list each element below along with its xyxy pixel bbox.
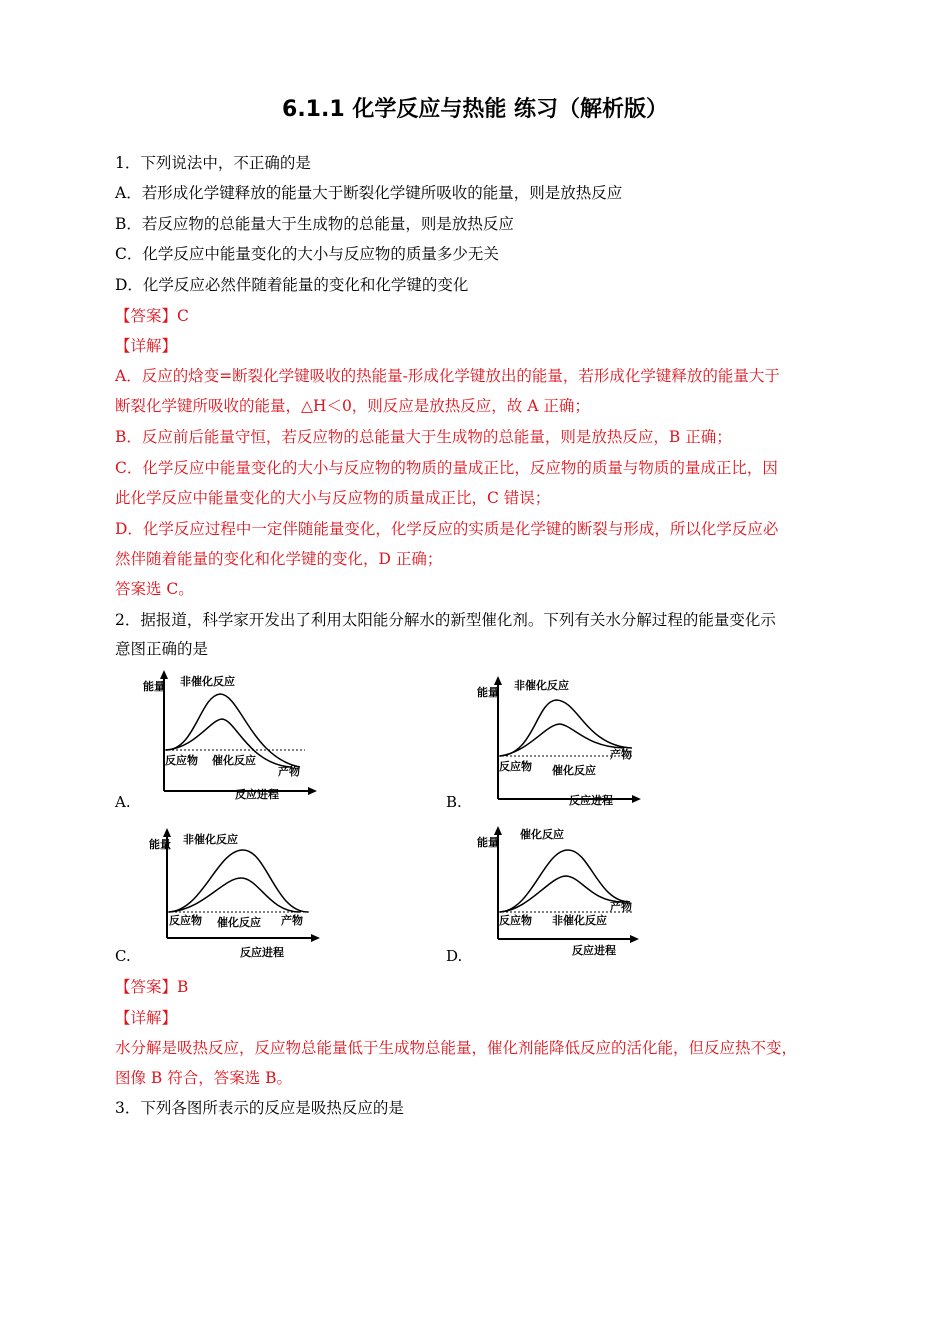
x-axis-label: 反应进程 (235, 788, 279, 801)
q1-detail-line: D．化学反应过程中一定伴随能量变化，化学反应的实质是化学键的断裂与形成，所以化学反应必 (115, 520, 779, 538)
q1-detail-line: 答案选 C。 (115, 580, 194, 598)
q1-answer: 【答案】C (115, 307, 189, 325)
reactant-label: 反应物 (499, 914, 532, 927)
option-a-label: A. (115, 793, 131, 811)
energy-diagram-b (474, 674, 644, 809)
catalyzed-label: 催化反应 (552, 764, 596, 777)
product-label: 产物 (610, 748, 632, 761)
reactant-label: 反应物 (169, 914, 202, 927)
product-label: 产物 (610, 900, 632, 913)
energy-diagram-d (474, 824, 644, 959)
energy-diagram-c (145, 826, 325, 961)
y-axis-label: 能量 (149, 838, 171, 851)
reactant-label: 反应物 (499, 760, 532, 773)
y-axis-label: 能量 (143, 680, 165, 693)
product-label: 产物 (278, 765, 300, 778)
option-c-label: C. (115, 947, 131, 965)
q1-stem: 1．下列说法中，不正确的是 (115, 154, 311, 172)
non-catalyzed-label: 非催化反应 (552, 914, 607, 927)
option-b-label: B. (446, 793, 462, 811)
q1-detail-line: B．反应前后能量守恒，若反应物的总能量大于生成物的总能量，则是放热反应，B 正确； (115, 428, 732, 446)
q2-stem: 意图正确的是 (115, 640, 209, 658)
q3-stem: 3．下列各图所表示的反应是吸热反应的是 (115, 1099, 404, 1117)
q1-option-d: D．化学反应必然伴随着能量的变化和化学键的变化 (115, 276, 469, 294)
y-axis-label: 能量 (477, 686, 499, 699)
q2-stem: 2．据报道，科学家开发出了利用太阳能分解水的新型催化剂。下列有关水分解过程的能量变化示 (115, 611, 776, 629)
q1-detail-line: 然伴随着能量的变化和化学键的变化，D 正确； (115, 550, 443, 568)
q1-detail-line: C．化学反应中能量变化的大小与反应物的物质的量成正比，反应物的质量与物质的量成正比，因 (115, 459, 778, 477)
catalyzed-label: 催化反应 (520, 828, 564, 841)
y-axis-label: 能量 (477, 836, 499, 849)
non-catalyzed-label: 非催化反应 (183, 833, 238, 846)
reactant-label: 反应物 (165, 754, 198, 767)
q2-answer: 【答案】B (115, 978, 189, 996)
q1-option-a: A．若形成化学键释放的能量大于断裂化学键所吸收的能量，则是放热反应 (115, 184, 623, 202)
page-title: 6.1.1 化学反应与热能 练习（解析版） (282, 97, 668, 122)
q1-option-c: C．化学反应中能量变化的大小与反应物的质量多少无关 (115, 245, 499, 263)
non-catalyzed-label: 非催化反应 (180, 675, 235, 688)
q1-detail-heading: 【详解】 (115, 337, 178, 355)
q1-detail-line: A．反应的焓变=断裂化学键吸收的热能量-形成化学键放出的能量，若形成化学键释放的能量大于 (115, 367, 780, 385)
x-axis-label: 反应进程 (569, 794, 613, 807)
q1-option-b: B．若反应物的总能量大于生成物的总能量，则是放热反应 (115, 215, 514, 233)
catalyzed-label: 催化反应 (217, 916, 261, 929)
q2-detail-line: 图像 B 符合，答案选 B。 (115, 1069, 293, 1087)
non-catalyzed-label: 非催化反应 (514, 679, 569, 692)
q2-detail-heading: 【详解】 (115, 1009, 178, 1027)
q1-detail-line: 此化学反应中能量变化的大小与反应物的质量成正比，C 错误； (115, 489, 551, 507)
catalyzed-label: 催化反应 (212, 754, 256, 767)
x-axis-label: 反应进程 (240, 946, 284, 959)
q1-detail-line: 断裂化学键所吸收的能量，△H＜0，则反应是放热反应，故 A 正确； (115, 397, 590, 415)
energy-diagram-a (140, 668, 320, 803)
x-axis-label: 反应进程 (572, 944, 616, 957)
q2-detail-line: 水分解是吸热反应，反应物总能量低于生成物总能量，催化剂能降低反应的活化能，但反应热不变， (115, 1039, 798, 1057)
product-label: 产物 (281, 914, 303, 927)
option-d-label: D. (446, 947, 463, 965)
